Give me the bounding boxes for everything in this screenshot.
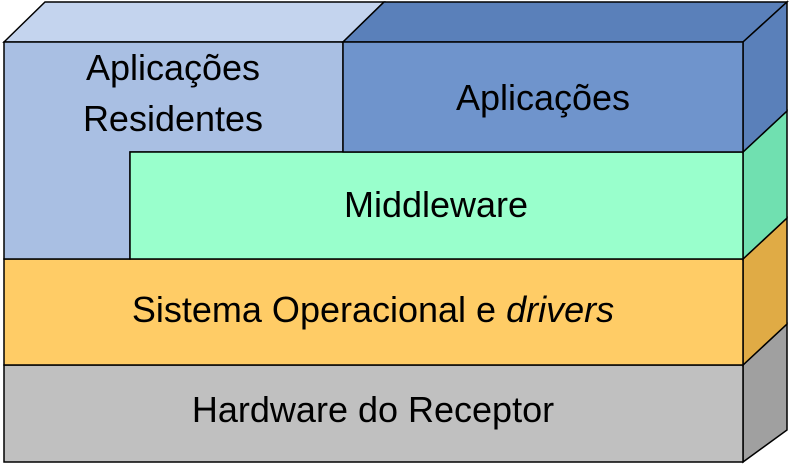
hardware-layer-label: Hardware do Receptor [191,389,555,430]
middleware-layer-label: Middleware [343,184,529,225]
os-layer-label [132,289,614,330]
resident-apps-label-line2: Residentes [82,98,264,139]
os-label-main: Sistema Operacional e [131,289,497,330]
os-label-italic: drivers [506,289,615,330]
apps-block-label: Aplicações [455,77,631,118]
apps-block [343,2,787,152]
resident-apps-label-line1: Aplicações [85,47,261,88]
